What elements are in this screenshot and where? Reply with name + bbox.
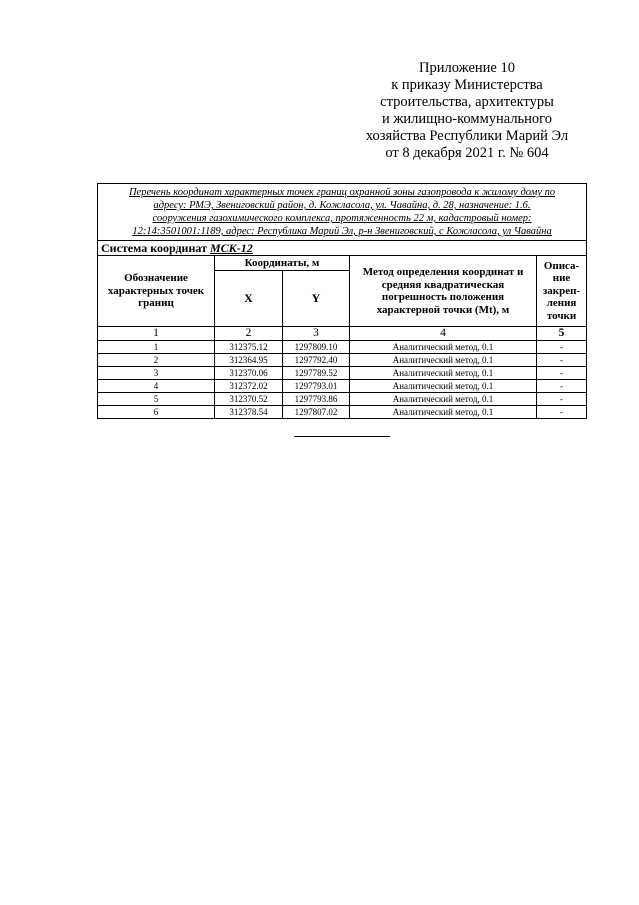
cell-y: 1297807.02 (283, 406, 350, 419)
cell-x: 312372.02 (215, 380, 283, 393)
cell-method: Аналитический метод, 0.1 (350, 367, 537, 380)
header-description: Описа-ние закреп-ления точки (537, 256, 587, 327)
appendix-line: Приложение 10 (419, 60, 515, 76)
column-number: 2 (215, 327, 283, 341)
cell-method: Аналитический метод, 0.1 (350, 354, 537, 367)
table-title-line: сооружения газохимического комплекса, протяженность 22 м, кадастровый номер: (152, 213, 532, 224)
cell-point: 6 (98, 406, 215, 419)
coordinate-system-label: Система координат (101, 241, 207, 255)
header-x: X (215, 271, 283, 327)
table-row (98, 367, 587, 380)
cell-y: 1297789.52 (283, 367, 350, 380)
table-row (98, 380, 587, 393)
cell-desc: - (537, 393, 587, 406)
cell-method: Аналитический метод, 0.1 (350, 380, 537, 393)
cell-x: 312370.52 (215, 393, 283, 406)
header-point: Обозначение характерных точек границ (98, 256, 215, 327)
table-row (98, 393, 587, 406)
cell-y: 1297793.01 (283, 380, 350, 393)
cell-method: Аналитический метод, 0.1 (350, 406, 537, 419)
column-number: 4 (350, 327, 537, 341)
cell-x: 312370.06 (215, 367, 283, 380)
table-row (98, 354, 587, 367)
column-numbers-row (98, 327, 587, 341)
appendix-line: и жилищно-коммунального (381, 111, 553, 127)
coordinate-system (98, 241, 587, 256)
cell-x: 312375.12 (215, 341, 283, 354)
appendix-line: к приказу Министерства (391, 77, 543, 93)
cell-desc: - (537, 380, 587, 393)
cell-point: 5 (98, 393, 215, 406)
cell-point: 4 (98, 380, 215, 393)
table-title-line: Перечень координат характерных точек границ охранной зоны газопровода к жилому дому по (128, 187, 556, 198)
table-row (98, 341, 587, 354)
header-y: Y (283, 271, 350, 327)
table-title (98, 184, 587, 241)
table-title-line: адресу: РМЭ, Звениговский район, д. Кожласола, ул. Чавайна, д. 28, назначение: 1.6. (153, 200, 531, 211)
column-number: 5 (537, 327, 587, 341)
column-number: 3 (283, 327, 350, 341)
header-coords: Координаты, м (215, 256, 350, 271)
appendix-line: от 8 декабря 2021 г. № 604 (385, 145, 549, 161)
coordinate-system-value: МСК-12 (209, 241, 253, 255)
cell-y: 1297792.40 (283, 354, 350, 367)
appendix-header (352, 60, 582, 162)
end-divider-line (294, 436, 390, 437)
cell-point: 1 (98, 341, 215, 354)
table-title-line: 12:14:3501001:1189, адрес: Республика Марий Эл, р-н Звениговский, с Кожласола, ул Чавайна (132, 226, 552, 237)
cell-desc: - (537, 341, 587, 354)
cell-y: 1297793.86 (283, 393, 350, 406)
cell-x: 312378.54 (215, 406, 283, 419)
cell-desc: - (537, 367, 587, 380)
appendix-line: строительства, архитектуры (380, 94, 554, 110)
cell-point: 3 (98, 367, 215, 380)
column-number: 1 (98, 327, 215, 341)
cell-point: 2 (98, 354, 215, 367)
cell-desc: - (537, 354, 587, 367)
table-row (98, 406, 587, 419)
coordinates-table (97, 183, 587, 419)
cell-method: Аналитический метод, 0.1 (350, 341, 537, 354)
cell-method: Аналитический метод, 0.1 (350, 393, 537, 406)
cell-desc: - (537, 406, 587, 419)
appendix-line: хозяйства Республики Марий Эл (365, 128, 569, 144)
cell-x: 312364.95 (215, 354, 283, 367)
header-method: Метод определения координат и средняя квадратическая погрешность положения характерной точки (Mt), м (350, 256, 537, 327)
cell-y: 1297809.10 (283, 341, 350, 354)
